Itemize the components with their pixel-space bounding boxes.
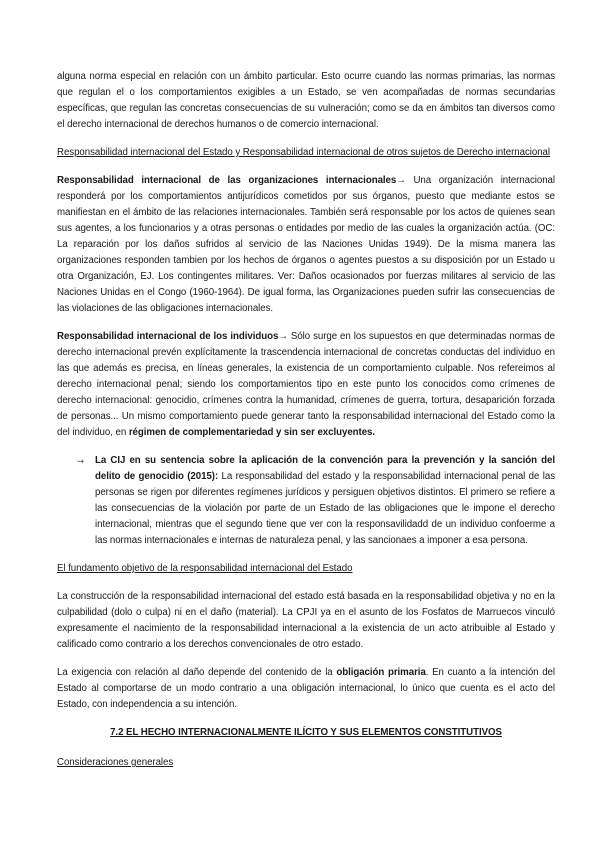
paragraph-bold-regimen: régimen de complementariedad y sin ser excluyentes. [128, 427, 376, 438]
bullet-cij-sentencia [77, 453, 555, 549]
right-arrow-icon: → [278, 331, 288, 342]
paragraph-bold-obligacion-primaria: obligación primaria [336, 667, 426, 678]
heading-7-2-hecho-ilicito: 7.2 EL HECHO INTERNACIONALMENTE ILÍCITO Y SUS ELEMENTOS CONSTITUTIVOS [110, 727, 502, 738]
heading-consideraciones-generales: Consideraciones generales [57, 757, 174, 768]
paragraph-body-individuos: Sólo surge en los supuestos en que determinadas normas de derecho internacional prevén explícitamente la trascendencia internacional de concretas conductas del individuo en las que además es precisa, en líneas generales, la existencia de un comportamiento culpable. Nos refereimos al derecho internacional penal; siendo los comportamientos tipo en este punto los conocidos como crímenes de derecho internacional: genocidio, crímenes contra la humanidad, crímenes de guerra, tortura, desaparición forzada de personas... Un mismo comportamiento puede generar tanto la responsabilidad internacional del Estado como la del individuo, en [57, 331, 555, 438]
paragraph-intro: alguna norma especial en relación con un ámbito particular. Esto ocurre cuando las normas primarias, las normas que regulan el o los comportamientos exigibles a un Estado, se ven acompañadas de normas secundarias específicas, que regulan las concretas consecuencias de su vulneración; como se da en ámbitos tan diversos como el derecho internacional de derechos humanos o de comercio internacional. [57, 71, 555, 130]
paragraph-body-organizaciones: Una organización internacional responderá por los comportamientos antijurídicos cometidos por sus órganos, puesto que mediante estos se manifiestan en el ámbito de las relaciones internacionales. También será responsable por los actos de quienes sean sus agentes, a los funcionarios y a otras personas o entidades por medio de las cuales la organización actúa. (OC: La reparación por los daños sufridos al servicio de las Naciones Unidas 1949). De la misma manera las organizaciones responden tambien por los hechos de órganos o agentes puestos a su disposición por un Estado u otra Organización, EJ. Los contingentes militares. Ver: Daños ocasionados por fuerzas militares al servicio de las Naciones Unidas en el Congo (1960-1964). De igual forma, las Organizaciones pueden sufrir las consecuencias de las violaciones de las obligaciones internacionales. [57, 175, 555, 314]
paragraph-exigencia-start: La exigencia con relación al daño depende del contenido de la [57, 667, 337, 678]
paragraph-individuos [57, 329, 555, 441]
bullet-body-cij: La responsabilidad del estado y la responsabilidad internacional penal de las personas se rigen por diferentes regímenes jurídicos y persiguen objetivos distintos. El primero se refiere a las consecuencias de la violación por parte de un Estado de las obligaciones que le impone el derecho internacional, mientras que el segundo tiene que ver con la responsavilidadd de un individuo confoerme a las normas internacionales e internas de naturaleza penal, y las sancionaes a imponer a esa persona. [95, 471, 555, 546]
paragraph-organizaciones [57, 173, 555, 317]
paragraph-lead-individuos: Responsabilidad internacional de los individuos [57, 331, 279, 342]
bullet-text [95, 453, 555, 549]
paragraph-exigencia-dano [57, 665, 555, 713]
paragraph-exigencia-end: . En cuanto a la intención del Estado al comportarse de un modo contrario a una obligación internacional, lo único que cuenta es el acto del Estado, con independencia a su intención. [57, 667, 555, 710]
heading-responsabilidad-estado-otros-sujetos: Responsabilidad internacional del Estado y Responsabilidad internacional de otros sujetos de Derecho internacional [57, 147, 550, 158]
heading-fundamento-objetivo: El fundamento objetivo de la responsabilidad internacional del Estado [57, 563, 353, 574]
paragraph-construccion: La construcción de la responsabilidad internacional del estado está basada en la responsabilidad objetiva y no en la culpabilidad (dolo o culpa) ni en el daño (material). La CPJI ya en el asunto de los Fosfatos de Marruecos vinculó expresamente el nacimiento de la responsabilidad internacional a la existencia de un acto atribuible al Estado y calificado como contrario a los derechos convencionales de otro estado. [57, 591, 555, 650]
paragraph-lead-organizaciones: Responsabilidad internacional de las organizaciones internacionales [57, 175, 397, 186]
bullet-lead-cij: La CIJ en su sentencia sobre la aplicación de la convención para la prevención y la sanción del delito de genocidio (2015): [95, 455, 555, 482]
right-arrow-icon: → [396, 175, 406, 186]
squiggle-arrow-bullet-icon: ⇝ [77, 456, 85, 466]
